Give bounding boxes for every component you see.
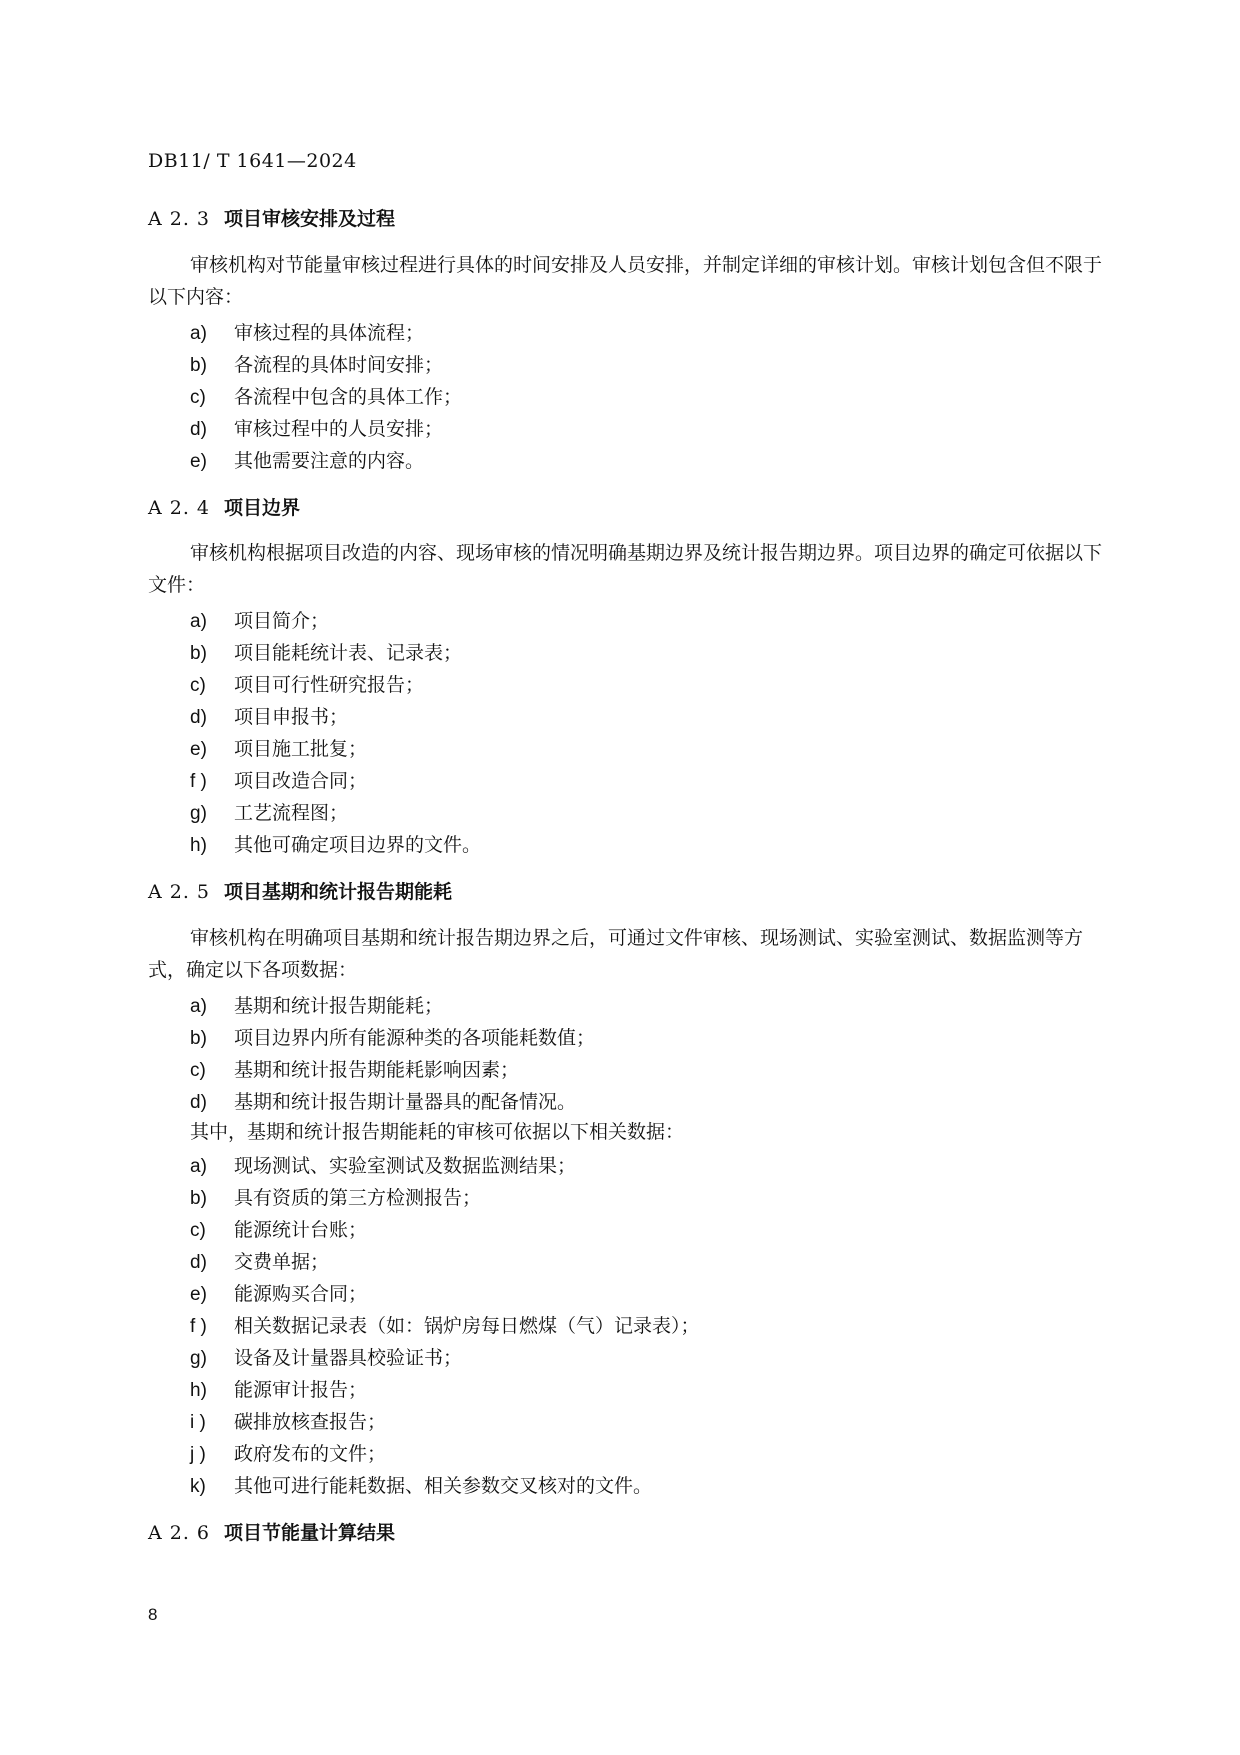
list-item bbox=[190, 1311, 700, 1338]
list-item bbox=[190, 991, 443, 1018]
list-item bbox=[190, 1407, 386, 1434]
list-text: 项目能耗统计表、记录表； bbox=[234, 642, 463, 664]
paragraph: 其中，基期和统计报告期能耗的审核可依据以下相关数据： bbox=[190, 1121, 685, 1143]
list-marker: k) bbox=[190, 1476, 206, 1497]
list-marker: d) bbox=[190, 1092, 207, 1113]
list-text: 具有资质的第三方检测报告； bbox=[234, 1187, 482, 1209]
paragraph: 审核机构在明确项目基期和统计报告期边界之后，可通过文件审核、现场测试、实验室测试、数据监测等方式，确定以下各项数据： bbox=[148, 927, 1084, 981]
list-text: 能源审计报告； bbox=[234, 1379, 368, 1401]
section-title: 项目节能量计算结果 bbox=[224, 1522, 396, 1544]
list-marker: d) bbox=[190, 707, 207, 728]
list-text: 项目边界内所有能源种类的各项能耗数值； bbox=[234, 1027, 596, 1049]
list-marker: b) bbox=[190, 355, 207, 376]
list-marker: g) bbox=[190, 1348, 207, 1369]
list-item bbox=[190, 606, 329, 633]
paragraph: 审核机构对节能量审核过程进行具体的时间安排及人员安排，并制定详细的审核计划。审核计划包含但不限于以下内容： bbox=[148, 254, 1103, 308]
list-text: 基期和统计报告期能耗影响因素； bbox=[234, 1059, 520, 1081]
list-marker: h) bbox=[190, 1380, 207, 1401]
list-item bbox=[190, 702, 348, 729]
list-marker: e) bbox=[190, 451, 207, 472]
list-item bbox=[190, 1279, 367, 1306]
list-marker: d) bbox=[190, 419, 207, 440]
list-item bbox=[190, 382, 462, 409]
list-item bbox=[190, 446, 424, 473]
list-text: 其他可进行能耗数据、相关参数交叉核对的文件。 bbox=[234, 1475, 653, 1497]
list-item bbox=[190, 1023, 595, 1050]
list-text: 项目申报书； bbox=[234, 706, 349, 728]
section-heading-a25 bbox=[148, 877, 452, 904]
list-marker: b) bbox=[190, 1188, 207, 1209]
section-heading-a23 bbox=[148, 204, 395, 231]
section-number: A 2. 6 bbox=[148, 1522, 211, 1544]
list-marker: i ) bbox=[190, 1412, 206, 1433]
list-marker: c) bbox=[190, 1060, 206, 1081]
list-text: 设备及计量器具校验证书； bbox=[234, 1347, 463, 1369]
list-item bbox=[190, 1343, 462, 1370]
list-item bbox=[190, 638, 462, 665]
list-marker: a) bbox=[190, 996, 207, 1017]
section-number: A 2. 3 bbox=[148, 208, 211, 230]
list-marker: f ) bbox=[190, 771, 207, 792]
list-text: 相关数据记录表（如：锅炉房每日燃煤（气）记录表）； bbox=[234, 1315, 700, 1337]
paragraph: 审核机构根据项目改造的内容、现场审核的情况明确基期边界及统计报告期边界。项目边界的确定可依据以下文件： bbox=[148, 542, 1103, 596]
list-item bbox=[190, 830, 481, 857]
list-text: 能源统计台账； bbox=[234, 1219, 368, 1241]
list-marker: c) bbox=[190, 675, 206, 696]
list-text: 各流程中包含的具体工作； bbox=[234, 386, 463, 408]
list-item bbox=[190, 1215, 367, 1242]
list-item bbox=[190, 414, 443, 441]
document-code: DB11/ T 1641—2024 bbox=[148, 150, 357, 172]
section-number: A 2. 5 bbox=[148, 881, 211, 903]
list-marker: e) bbox=[190, 739, 207, 760]
list-text: 基期和统计报告期计量器具的配备情况。 bbox=[234, 1091, 577, 1113]
list-item bbox=[190, 1439, 386, 1466]
list-text: 其他需要注意的内容。 bbox=[234, 450, 425, 472]
list-text: 审核过程中的人员安排； bbox=[234, 418, 444, 440]
list-text: 交费单据； bbox=[234, 1251, 330, 1273]
list-item bbox=[190, 670, 424, 697]
page-number: 8 bbox=[148, 1605, 158, 1624]
list-item bbox=[190, 318, 424, 345]
list-text: 项目施工批复； bbox=[234, 738, 368, 760]
list-marker: g) bbox=[190, 803, 207, 824]
list-item bbox=[190, 1087, 576, 1114]
list-text: 各流程的具体时间安排； bbox=[234, 354, 444, 376]
list-text: 基期和统计报告期能耗； bbox=[234, 995, 444, 1017]
section-number: A 2. 4 bbox=[148, 497, 211, 519]
list-text: 项目可行性研究报告； bbox=[234, 674, 425, 696]
list-marker: a) bbox=[190, 611, 207, 632]
list-marker: c) bbox=[190, 1220, 206, 1241]
list-item bbox=[190, 1375, 367, 1402]
section-heading-a26 bbox=[148, 1518, 395, 1545]
list-marker: b) bbox=[190, 643, 207, 664]
list-marker: e) bbox=[190, 1284, 207, 1305]
list-marker: b) bbox=[190, 1028, 207, 1049]
list-item bbox=[190, 1055, 519, 1082]
list-marker: h) bbox=[190, 835, 207, 856]
list-item bbox=[190, 734, 367, 761]
list-marker: a) bbox=[190, 323, 207, 344]
list-item bbox=[190, 766, 367, 793]
list-item bbox=[190, 1183, 481, 1210]
list-text: 其他可确定项目边界的文件。 bbox=[234, 834, 482, 856]
list-text: 项目改造合同； bbox=[234, 770, 368, 792]
section-heading-a24 bbox=[148, 493, 300, 520]
section-title: 项目审核安排及过程 bbox=[224, 208, 396, 230]
list-item bbox=[190, 1247, 329, 1274]
list-marker: f ) bbox=[190, 1316, 207, 1337]
list-marker: a) bbox=[190, 1156, 207, 1177]
list-marker: d) bbox=[190, 1252, 207, 1273]
list-text: 政府发布的文件； bbox=[234, 1443, 387, 1465]
list-item bbox=[190, 798, 348, 825]
list-text: 项目简介； bbox=[234, 610, 330, 632]
list-text: 现场测试、实验室测试及数据监测结果； bbox=[234, 1155, 577, 1177]
list-marker: j ) bbox=[190, 1444, 206, 1465]
list-text: 工艺流程图； bbox=[234, 802, 349, 824]
list-text: 碳排放核查报告； bbox=[234, 1411, 387, 1433]
list-text: 能源购买合同； bbox=[234, 1283, 368, 1305]
list-item bbox=[190, 350, 443, 377]
section-title: 项目边界 bbox=[224, 497, 301, 519]
section-title: 项目基期和统计报告期能耗 bbox=[224, 881, 453, 903]
list-item bbox=[190, 1471, 652, 1498]
list-item bbox=[190, 1151, 576, 1178]
list-text: 审核过程的具体流程； bbox=[234, 322, 425, 344]
list-marker: c) bbox=[190, 387, 206, 408]
